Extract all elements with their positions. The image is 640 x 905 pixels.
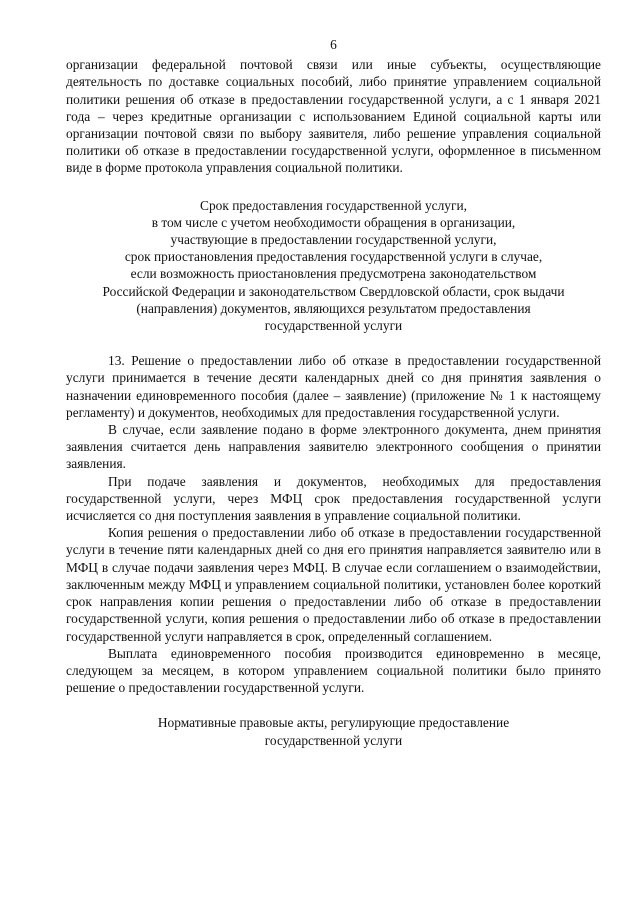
heading-line: Нормативные правовые акты, регулирующие предоставление [157,715,510,731]
heading-line: государственной услуги [264,318,403,334]
heading-line: Срок предоставления государственной услуги, [200,197,467,213]
section-heading-deadlines [66,197,601,335]
heading-line: Российской Федерации и законодательством Свердловской области, срок выдачи [102,283,565,299]
paragraph-decision-copy: Копия решения о предоставлении либо об отказе в предоставлении государственной услуги в течение пяти календарных дней со дня его принятия направляется заявителю или в МФЦ в случае подачи заявления через МФЦ. В случае если соглашением о взаимодействии, заключенным между МФЦ и управлением социальной политики, установлен более короткий срок направления копии решения о предоставлении либо об отказе в предоставлении государственной услуги, копия решения о предоставлении либо об отказе в предоставлении государственной услуги направляется в срок, определенный соглашением. [66,525,601,644]
heading-line: (направления) документов, являющихся результатом предоставления [136,300,531,316]
heading-line: в том числе с учетом необходимости обращения в организации, [151,214,516,230]
paragraph-payment: Выплата единовременного пособия производится единовременно в месяце, следующем за месяцем, в котором управлением социальной политики было принято решение о предоставлении государственной услуги. [66,645,601,696]
section-heading-legal-acts [66,714,601,748]
paragraph-electronic-submission: В случае, если заявление подано в форме электронного документа, днем принятия заявления считается день направления заявителю электронного сообщения о принятии заявления. [66,422,601,472]
heading-line: срок приостановления предоставления государственной услуги в случае, [124,249,543,265]
page-number: 6 [330,37,337,52]
heading-line: участвующие в предоставлении государственной услуги, [170,232,497,248]
document-page [66,36,601,749]
heading-line: если возможность приостановления предусмотрена законодательством [130,266,537,282]
intro-paragraph: организации федеральной почтовой связи или иные субъекты, осуществляющие деятельность по доставке социальных пособий, либо принятие управлением социальной политики решения об отказе в предоставлении государственной услуги, а с 1 января 2021 года – через кредитные организации с использованием Единой социальной карты или организации почтовой связи по выбору заявителя, либо решение управления социальной политики об отказе в предоставлении государственной услуги, оформленное в письменном виде в форме протокола управления социальной политики. [66,57,601,176]
paragraph-mfc-submission: При подаче заявления и документов, необходимых для предоставления государственной услуги, через МФЦ срок предоставления государственной услуги исчисляется со дня поступления заявления в управление социальной политики. [66,473,601,524]
heading-line: государственной услуги [264,732,403,748]
paragraph-13-decision: 13. Решение о предоставлении либо об отказе в предоставлении государственной услуги принимается в течение десяти календарных дней со дня принятия заявления о назначении единовременного пособия (далее – заявление) (приложение № 1 к настоящему регламенту) и документов, необходимых для предоставления государственной услуги. [66,353,601,420]
